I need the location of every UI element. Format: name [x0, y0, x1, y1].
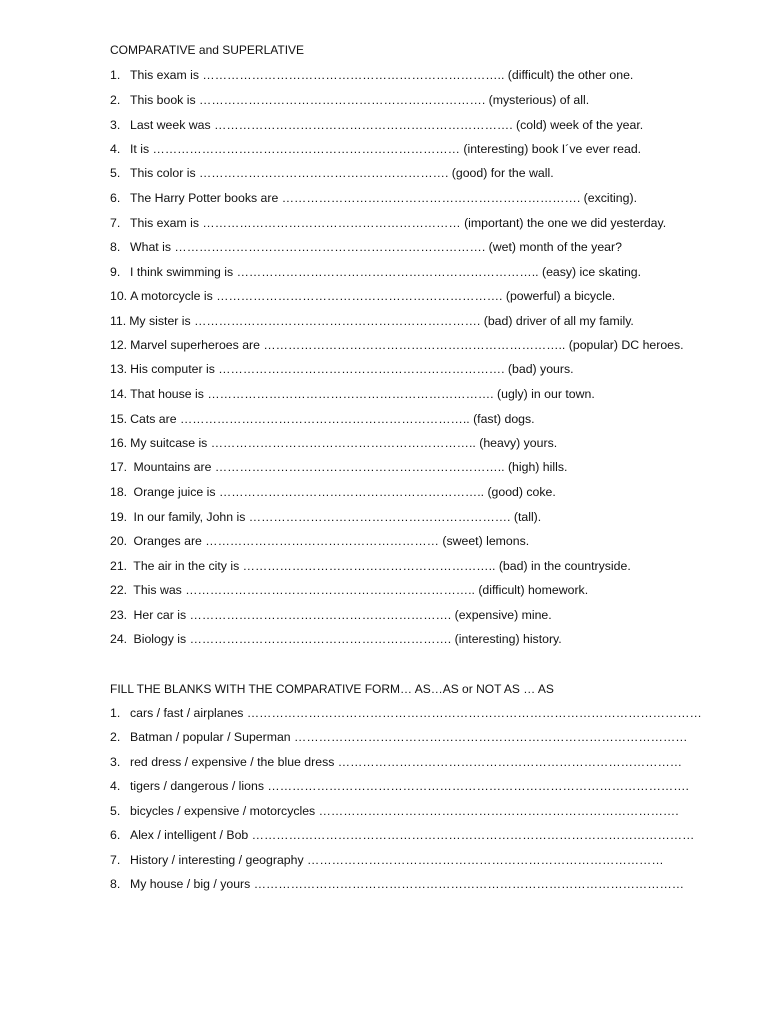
exercise-1-item-22 — [110, 582, 588, 598]
item-text: Mountains are …………………………………………………………….. (high) hills. — [130, 460, 568, 474]
item-text: This exam is ……………………………………………………………….. (difficult) the other one. — [130, 68, 634, 82]
item-text: The air in the city is …………………………………………………….. (bad) in the countryside. — [130, 559, 631, 573]
item-text: This book is ……………………………………………………………. (mysterious) of all. — [130, 93, 590, 107]
item-number: 13. — [110, 362, 128, 376]
item-number: 6. — [110, 828, 121, 842]
exercise-1-item-6 — [110, 190, 637, 206]
item-number: 14. — [110, 387, 128, 401]
item-number: 3. — [110, 755, 121, 769]
item-text: This exam is ……………………………………………………… (important) the one we did yesterday. — [130, 216, 667, 230]
exercise-2-item-8 — [110, 876, 684, 892]
item-text: Her car is ………………………………………………………. (expensive) mine. — [130, 608, 552, 622]
item-number: 3. — [110, 118, 121, 132]
item-text: red dress / expensive / the blue dress ………………………………………………………………………… — [130, 755, 683, 769]
exercise-1-item-8 — [110, 239, 622, 255]
item-number: 21. — [110, 559, 128, 573]
item-text: That house is ……………………………………………………………. (ugly) in our town. — [130, 387, 595, 401]
exercise-1-item-2 — [110, 92, 589, 108]
item-number: 5. — [110, 166, 121, 180]
item-number: 24. — [110, 632, 128, 646]
section-2-heading: FILL THE BLANKS WITH THE COMPARATIVE FORM… AS…AS or NOT AS … AS — [110, 682, 554, 696]
exercise-2-item-3 — [110, 754, 682, 770]
exercise-1-item-4 — [110, 141, 641, 157]
item-text: Cats are …………………………………………………………….. (fast) dogs. — [130, 412, 535, 426]
section-1-heading: COMPARATIVE and SUPERLATIVE — [110, 43, 305, 57]
item-number: 4. — [110, 142, 121, 156]
item-text: What is …………………………………………………………………. (wet) month of the year? — [130, 240, 622, 254]
item-text: This color is ……………………………………………………. (good) for the wall. — [130, 166, 554, 180]
exercise-1-item-17 — [110, 459, 567, 475]
item-number: 5. — [110, 804, 121, 818]
exercise-1-item-24 — [110, 631, 562, 647]
item-number: 12. — [110, 338, 128, 352]
item-number: 23. — [110, 608, 128, 622]
item-text: Last week was ………………………………………………………………. (cold) week of the year. — [130, 118, 644, 132]
exercise-1-item-15 — [110, 411, 535, 427]
item-number: 9. — [110, 265, 121, 279]
exercise-2-item-4 — [110, 778, 689, 794]
item-text: Biology is ………………………………………………………. (interesting) history. — [130, 632, 562, 646]
item-text: cars / fast / airplanes ………………………………………………………………………………………………… — [130, 706, 702, 720]
item-text: History / interesting / geography …………………………………………………………………………… — [130, 853, 664, 867]
item-number: 8. — [110, 877, 121, 891]
exercise-1-item-5 — [110, 165, 554, 181]
item-text: My sister is ……………………………………………………………. (bad) driver of all my family. — [129, 314, 634, 328]
exercise-2-item-7 — [110, 852, 664, 868]
item-number: 4. — [110, 779, 121, 793]
exercise-1-item-9 — [110, 264, 641, 280]
exercise-2-item-2 — [110, 729, 688, 745]
item-text: I think swimming is ……………………………………………………………….. (easy) ice skating. — [130, 265, 642, 279]
item-text: Orange juice is ……………………………………………………….. (good) coke. — [130, 485, 556, 499]
exercise-1-item-10 — [110, 288, 615, 304]
item-number: 2. — [110, 730, 121, 744]
item-text: Alex / intelligent / Bob ……………………………………………………………………………………………… — [130, 828, 695, 842]
item-text: Oranges are ………………………………………………… (sweet) lemons. — [130, 534, 530, 548]
exercise-1-item-12 — [110, 337, 684, 353]
exercise-1-item-23 — [110, 607, 552, 623]
item-number: 6. — [110, 191, 121, 205]
item-text: My house / big / yours …………………………………………………………………………………………… — [130, 877, 685, 891]
item-number: 1. — [110, 706, 121, 720]
exercise-1-item-21 — [110, 558, 631, 574]
item-number: 10. — [110, 289, 128, 303]
item-number: 19. — [110, 510, 128, 524]
item-number: 22. — [110, 583, 128, 597]
exercise-1-item-3 — [110, 117, 643, 133]
exercise-1-item-11 — [110, 313, 634, 329]
item-text: tigers / dangerous / lions …………………………………………………………………………………………. — [130, 779, 689, 793]
item-text: My suitcase is ……………………………………………………….. (heavy) yours. — [130, 436, 558, 450]
exercise-1-item-14 — [110, 386, 595, 402]
exercise-1-item-18 — [110, 484, 556, 500]
exercise-1-item-1 — [110, 67, 633, 83]
item-text: Marvel superheroes are ……………………………………………………………….. (popular) DC heroes. — [130, 338, 684, 352]
item-text: His computer is ……………………………………………………………. (bad) yours. — [130, 362, 574, 376]
item-text: The Harry Potter books are ………………………………………………………………. (exciting). — [130, 191, 637, 205]
exercise-2-item-5 — [110, 803, 679, 819]
exercise-2-item-6 — [110, 827, 694, 843]
item-number: 17. — [110, 460, 128, 474]
item-number: 20. — [110, 534, 128, 548]
item-number: 7. — [110, 216, 121, 230]
item-text: In our family, John is ………………………………………………………. (tall). — [130, 510, 542, 524]
exercise-1-item-16 — [110, 435, 557, 451]
exercise-1-item-13 — [110, 361, 574, 377]
item-number: 2. — [110, 93, 121, 107]
item-number: 7. — [110, 853, 121, 867]
item-number: 8. — [110, 240, 121, 254]
item-text: bicycles / expensive / motorcycles ……………………………………………………………………………. — [130, 804, 679, 818]
item-text: Batman / popular / Superman …………………………………………………………………………………… — [130, 730, 688, 744]
exercise-1-item-19 — [110, 509, 541, 525]
item-number: 16. — [110, 436, 128, 450]
exercise-2-item-1 — [110, 705, 702, 721]
item-text: It is ………………………………………………………………… (interesting) book I´ve ever read. — [130, 142, 642, 156]
item-number: 15. — [110, 412, 128, 426]
item-number: 1. — [110, 68, 121, 82]
item-number: 18. — [110, 485, 128, 499]
exercise-1-item-20 — [110, 533, 529, 549]
item-text: This was …………………………………………………………….. (difficult) homework. — [130, 583, 589, 597]
exercise-1-item-7 — [110, 215, 666, 231]
item-number: 11. — [110, 314, 127, 328]
item-text: A motorcycle is ……………………………………………………………. (powerful) a bicycle. — [130, 289, 616, 303]
